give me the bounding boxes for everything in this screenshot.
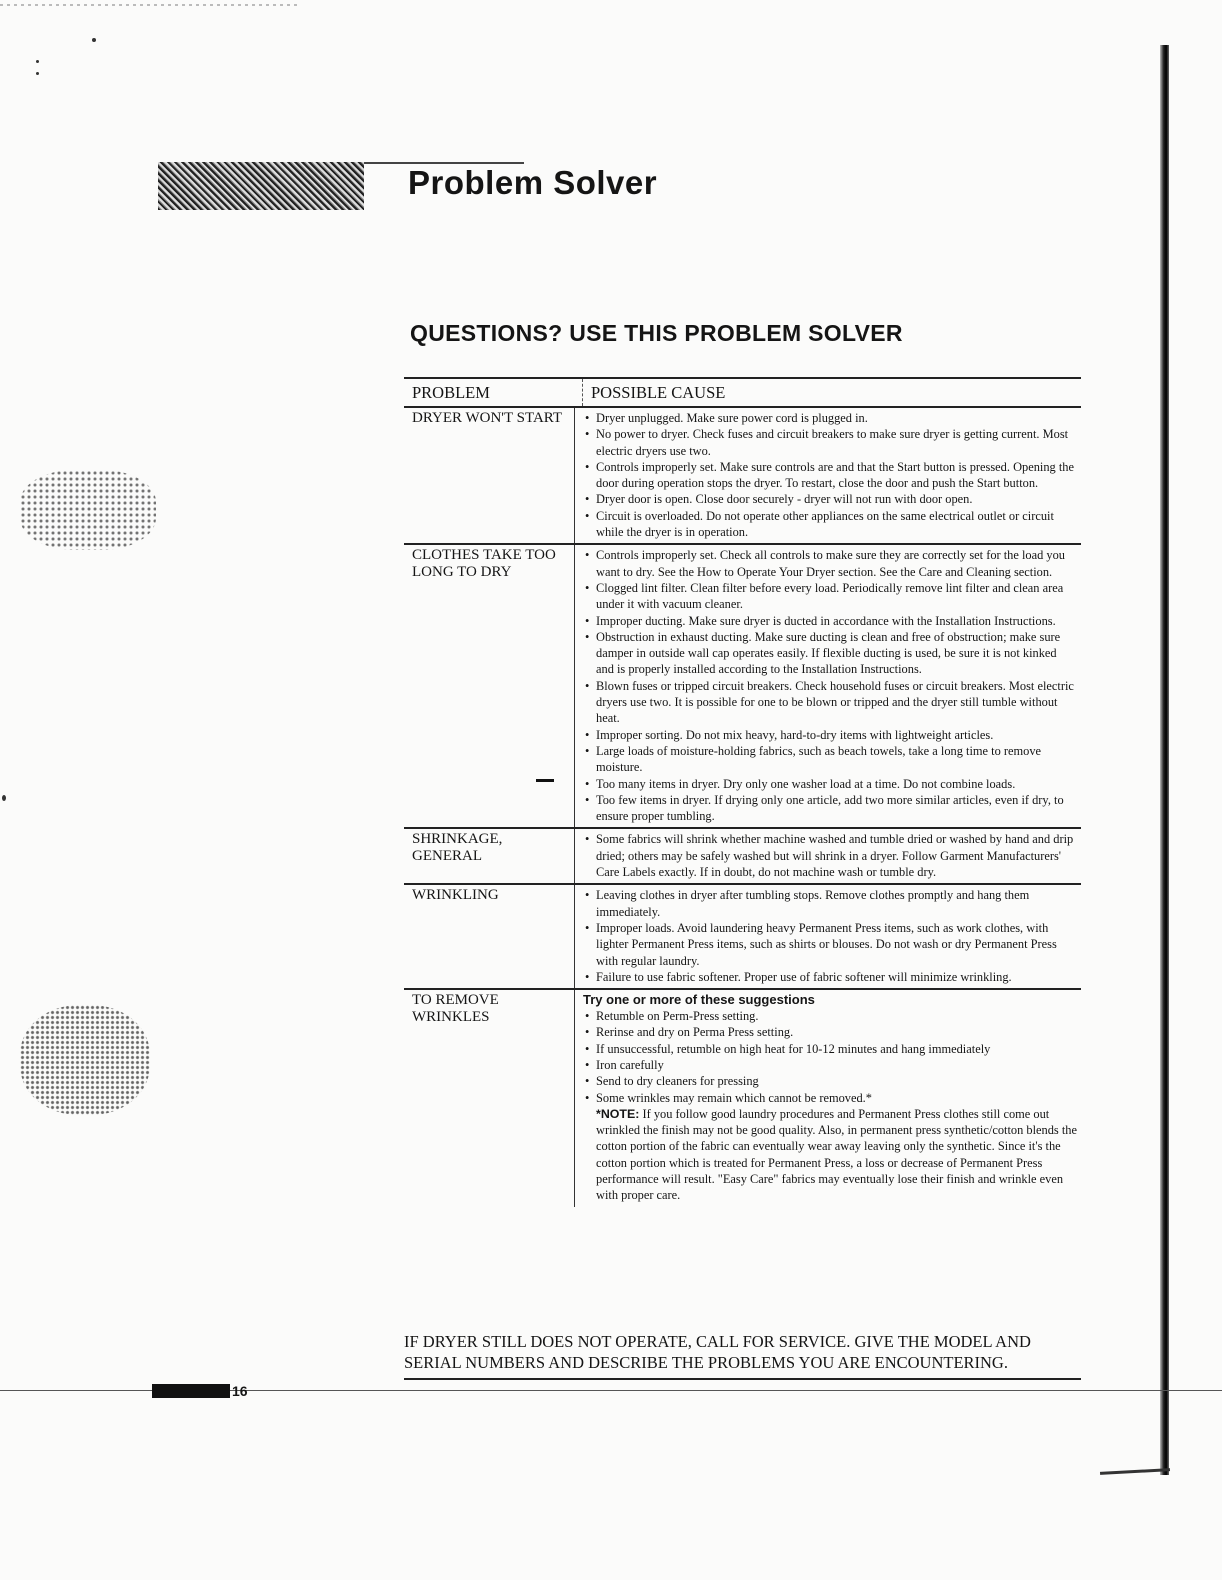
cause-item: • Failure to use fabric softener. Proper use of fabric softener will minimize wrinkling. xyxy=(583,969,1077,985)
cause-item: • Blown fuses or tripped circuit breakers. Check household fuses or circuit breakers. Most electric dryers use two. It is possible for one to be blown or tripped and the dryer still tumble without heat. xyxy=(583,678,1077,727)
table-row xyxy=(404,829,1081,885)
cause-item: • Obstruction in exhaust ducting. Make sure ducting is clean and free of obstruction; make sure damper in outside wall cap operates easily. If flexible ducting is used, be sure it is not kinked and is properly installed according to the Installation Instructions. xyxy=(583,629,1077,678)
scan-noise xyxy=(0,4,300,6)
table-row xyxy=(404,545,1081,829)
cause-item: • Some fabrics will shrink whether machine washed and tumble dried or washed by hand and drip dried; others may be safely washed but will shrink in a dryer. Follow Garment Manufacturers' Care Labels exactly. If in doubt, do not machine wash or tumble dry. xyxy=(583,831,1077,880)
cause-item: • Circuit is overloaded. Do not operate other appliances on the same electrical outlet or circuit while the dryer is in operation. xyxy=(583,508,1077,541)
table-row xyxy=(404,885,1081,990)
header-texture-block xyxy=(158,162,364,210)
cause-item: • Send to dry cleaners for pressing xyxy=(583,1073,1077,1089)
cause-item: • Clogged lint filter. Clean filter before every load. Periodically remove lint filter and clean area under it with vacuum cleaner. xyxy=(583,580,1077,613)
cause-item: • Large loads of moisture-holding fabrics, such as beach towels, take a long time to remove moisture. xyxy=(583,743,1077,776)
scan-speck xyxy=(92,38,96,42)
note-text: If you follow good laundry procedures and Permanent Press clothes still come out wrinkled the finish may not be good quality. Also, in permanent press synthetic/cotton blends the cotton portion of the fabric can eventually wear away leaving only the synthetic. Since it's the cotton portion which is treated for Permanent Press, a loss or decrease of Permanent Press performance will result. "Easy Care" fabrics may eventually lose their finish and wrinkle even with proper care. xyxy=(596,1106,1077,1203)
problem-cell: DRYER WON'T START xyxy=(412,410,563,426)
service-footer-text: IF DRYER STILL DOES NOT OPERATE, CALL FOR SERVICE. GIVE THE MODEL AND SERIAL NUMBERS AND DESCRIBE THE PROBLEMS YOU ARE ENCOUNTERING. xyxy=(404,1332,1031,1372)
page-binding-edge xyxy=(1160,45,1169,1475)
page-number: 16 xyxy=(232,1383,248,1399)
problem-solver-table xyxy=(404,377,1081,1207)
cause-item: • Too few items in dryer. If drying only one article, add two more similar articles, even if dry, to ensure proper tumbling. xyxy=(583,792,1077,825)
cause-item: • Some wrinkles may remain which cannot be removed.* xyxy=(583,1090,1077,1106)
scan-smudge xyxy=(20,1005,150,1115)
scan-speck xyxy=(2,795,6,801)
footer-rule xyxy=(404,1378,1081,1380)
cause-item: • Retumble on Perm-Press setting. xyxy=(583,1008,1077,1024)
problem-cell: SHRINKAGE, GENERAL xyxy=(412,831,503,865)
table-header xyxy=(404,379,1081,408)
page-title: Problem Solver xyxy=(408,164,658,201)
cause-cell xyxy=(574,885,1081,988)
note-paragraph xyxy=(583,1106,1077,1204)
scan-speck xyxy=(36,60,39,63)
cause-cell xyxy=(574,408,1081,543)
problem-cell: WRINKLING xyxy=(412,887,499,904)
cause-item: • Controls improperly set. Make sure controls are and that the Start button is pressed. Opening the door during operation stops the dryer. To restart, close the door and push the Start button. xyxy=(583,459,1077,492)
table-row xyxy=(404,408,1081,545)
column-header-problem: PROBLEM xyxy=(412,382,490,402)
table-row xyxy=(404,990,1081,1207)
cause-item: • Too many items in dryer. Dry only one washer load at a time. Do not combine loads. xyxy=(583,776,1077,792)
suggestions-lead: Try one or more of these suggestions xyxy=(583,992,815,1008)
cause-item: • If unsuccessful, retumble on high heat for 10-12 minutes and hang immediately xyxy=(583,1041,1077,1057)
cause-item: • Dryer door is open. Close door securely - dryer will not run with door open. xyxy=(583,491,1077,507)
cause-item: • Leaving clothes in dryer after tumbling stops. Remove clothes promptly and hang them immediately. xyxy=(583,887,1077,920)
cause-item: • Controls improperly set. Check all controls to make sure they are correctly set for the load you want to dry. See the How to Operate Your Dryer section. See the Care and Cleaning section. xyxy=(583,547,1077,580)
cause-item: • Improper ducting. Make sure dryer is ducted in accordance with the Installation Instructions. xyxy=(583,613,1077,629)
cause-item: • Improper sorting. Do not mix heavy, hard-to-dry items with lightweight articles. xyxy=(583,727,1077,743)
cause-cell xyxy=(574,990,1081,1207)
column-header-cause: POSSIBLE CAUSE xyxy=(582,379,725,406)
problem-cell: CLOTHES TAKE TOO LONG TO DRY xyxy=(412,547,556,581)
cause-item: • No power to dryer. Check fuses and circuit breakers to make sure dryer is getting current. Most electric dryers use two. xyxy=(583,426,1077,459)
margin-dash xyxy=(536,779,554,782)
cause-item: • Iron carefully xyxy=(583,1057,1077,1073)
scan-speck xyxy=(36,72,39,75)
note-label: *NOTE: xyxy=(596,1106,640,1121)
cause-cell xyxy=(574,829,1081,883)
scan-smudge xyxy=(20,470,156,550)
problem-cell: TO REMOVE WRINKLES xyxy=(412,992,499,1026)
cause-item: • Rerinse and dry on Perma Press setting. xyxy=(583,1024,1077,1040)
page-number-tab xyxy=(152,1384,230,1398)
cause-item: • Dryer unplugged. Make sure power cord is plugged in. xyxy=(583,410,1077,426)
section-subtitle: QUESTIONS? USE THIS PROBLEM SOLVER xyxy=(410,320,903,346)
cause-cell xyxy=(574,545,1081,827)
cause-item: • Improper loads. Avoid laundering heavy Permanent Press items, such as work clothes, with lighter Permanent Press items, such as shirts or blouses. Do not wash or dry Permanent Press with regular laundry. xyxy=(583,920,1077,969)
